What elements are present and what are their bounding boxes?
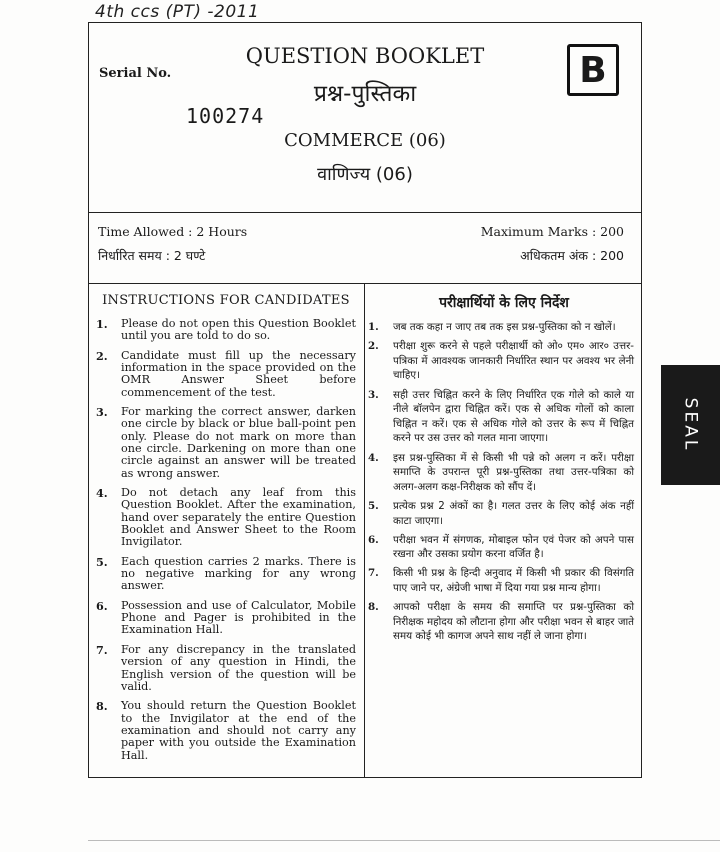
maximum-marks: Maximum Marks : 200 (480, 224, 624, 239)
divider (88, 283, 642, 284)
subject-title: COMMERCE (06) (284, 130, 446, 151)
booklet-title-hindi: प्रश्न-पुस्तिका (313, 81, 417, 107)
instructions-list (96, 318, 356, 769)
instructions-heading: INSTRUCTIONS FOR CANDIDATES (102, 293, 350, 308)
instruction-item-hindi: 7. किसी भी प्रश्न के हिन्दी अनुवाद में किसी भी प्रकार की विसंगति पाए जाने पर, अंग्रेजी भाषा में दिया गया प्रश्न मान्य होगा। (368, 567, 634, 595)
divider (88, 212, 642, 213)
page-edge-line (88, 840, 720, 841)
column-divider (364, 283, 365, 778)
instruction-item-hindi: 4. इस प्रश्न-पुस्तिका में से किसी भी पन्ने को अलग न करें। परीक्षा समाप्ति के उपरान्त पूरी प्रश्न-पुस्तिका तथा उत्तर-पत्रिका को अलग-अलग कक्ष-निरीक्षक को सौंप दें। (368, 451, 634, 493)
instruction-item: 8. You should return the Question Booklet to the Invigilator at the end of the examination and should not carry any paper with you outside the Examination Hall. (96, 699, 356, 762)
serial-number: 100274 (186, 104, 265, 128)
instruction-item-hindi: 3. सही उत्तर चिह्नित करने के लिए निर्धारित एक गोले को काले या नीले बॉलपेन द्वारा चिह्नित करें। एक से अधिक गोलों को काला चिह्नित न करें। एक से अधिक गोले को उत्तर के रूप में चिह्नित करने पर उस उत्तर को गलत माना जाएगा। (368, 388, 634, 445)
handwritten-note: 4th ccs (PT) -2011 (95, 2, 260, 22)
instruction-item-hindi: 1. जब तक कहा न जाए तब तक इस प्रश्न-पुस्तिका को न खोलें। (368, 321, 616, 333)
instructions-list-hindi (368, 320, 634, 649)
booklet-title: QUESTION BOOKLET (245, 44, 485, 68)
instruction-item: 5. Each question carries 2 marks. There is no negative marking for any wrong answer. (96, 554, 356, 593)
instruction-item-hindi: 5. प्रत्येक प्रश्न 2 अंकों का है। गलत उत्तर के लिए कोई अंक नहीं काटा जाएगा। (368, 499, 634, 527)
instruction-item: 7. For any discrepancy in the translated version of any question in Hindi, the English version of the question will be valid. (96, 642, 356, 693)
instruction-item: 3. For marking the correct answer, darken one circle by black or blue ball-point pen only. Please do not mark on more than one circle. Darkening on more than one circle against an answer will be treated as wrong answer. (96, 405, 356, 480)
maximum-marks-hindi: अधिकतम अंक : 200 (520, 248, 624, 263)
seal-tab (661, 365, 720, 485)
time-allowed-hindi: निर्धारित समय : 2 घण्टे (98, 248, 206, 263)
instruction-item: 1. Please do not open this Question Booklet until you are told to do so. (96, 317, 356, 343)
instruction-item-hindi: 2. परीक्षा शुरू करने से पहले परीक्षार्थी को ओ० एम० आर० उत्तर-पत्रिका में आवश्यक जानकारी निर्धारित स्थान पर अवश्य भर लेनी चाहिए। (368, 340, 634, 382)
seal-label: SEAL (680, 397, 701, 453)
serial-label: Serial No. (99, 66, 172, 81)
instruction-item: 4. Do not detach any leaf from this Question Booklet. After the examination, hand over separately the entire Question Booklet and Answer Sheet to the Room Invigilator. (96, 486, 356, 549)
instructions-heading-hindi: परीक्षार्थियों के लिए निर्देश (439, 295, 569, 311)
instruction-item-hindi: 6. परीक्षा भवन में संगणक, मोबाइल फोन एवं पेजर को अपने पास रखना और उसका प्रयोग करना वर्जित है। (368, 533, 634, 561)
instruction-item: 6. Possession and use of Calculator, Mobile Phone and Pager is prohibited in the Examination Hall. (96, 598, 356, 637)
instruction-item-hindi: 8. आपको परीक्षा के समय की समाप्ति पर प्रश्न-पुस्तिका को निरीक्षक महोदय को लौटाना होगा और परीक्षा भवन से बाहर जाते समय कोई भी कागज अपने साथ नहीं ले जाना होगा। (368, 601, 634, 643)
booklet-set-code: B (567, 44, 619, 96)
time-allowed: Time Allowed : 2 Hours (98, 224, 248, 239)
instruction-item: 2. Candidate must fill up the necessary information in the space provided on the OMR Answer Sheet before commencement of the test. (96, 348, 356, 399)
subject-title-hindi: वाणिज्य (06) (317, 164, 413, 185)
